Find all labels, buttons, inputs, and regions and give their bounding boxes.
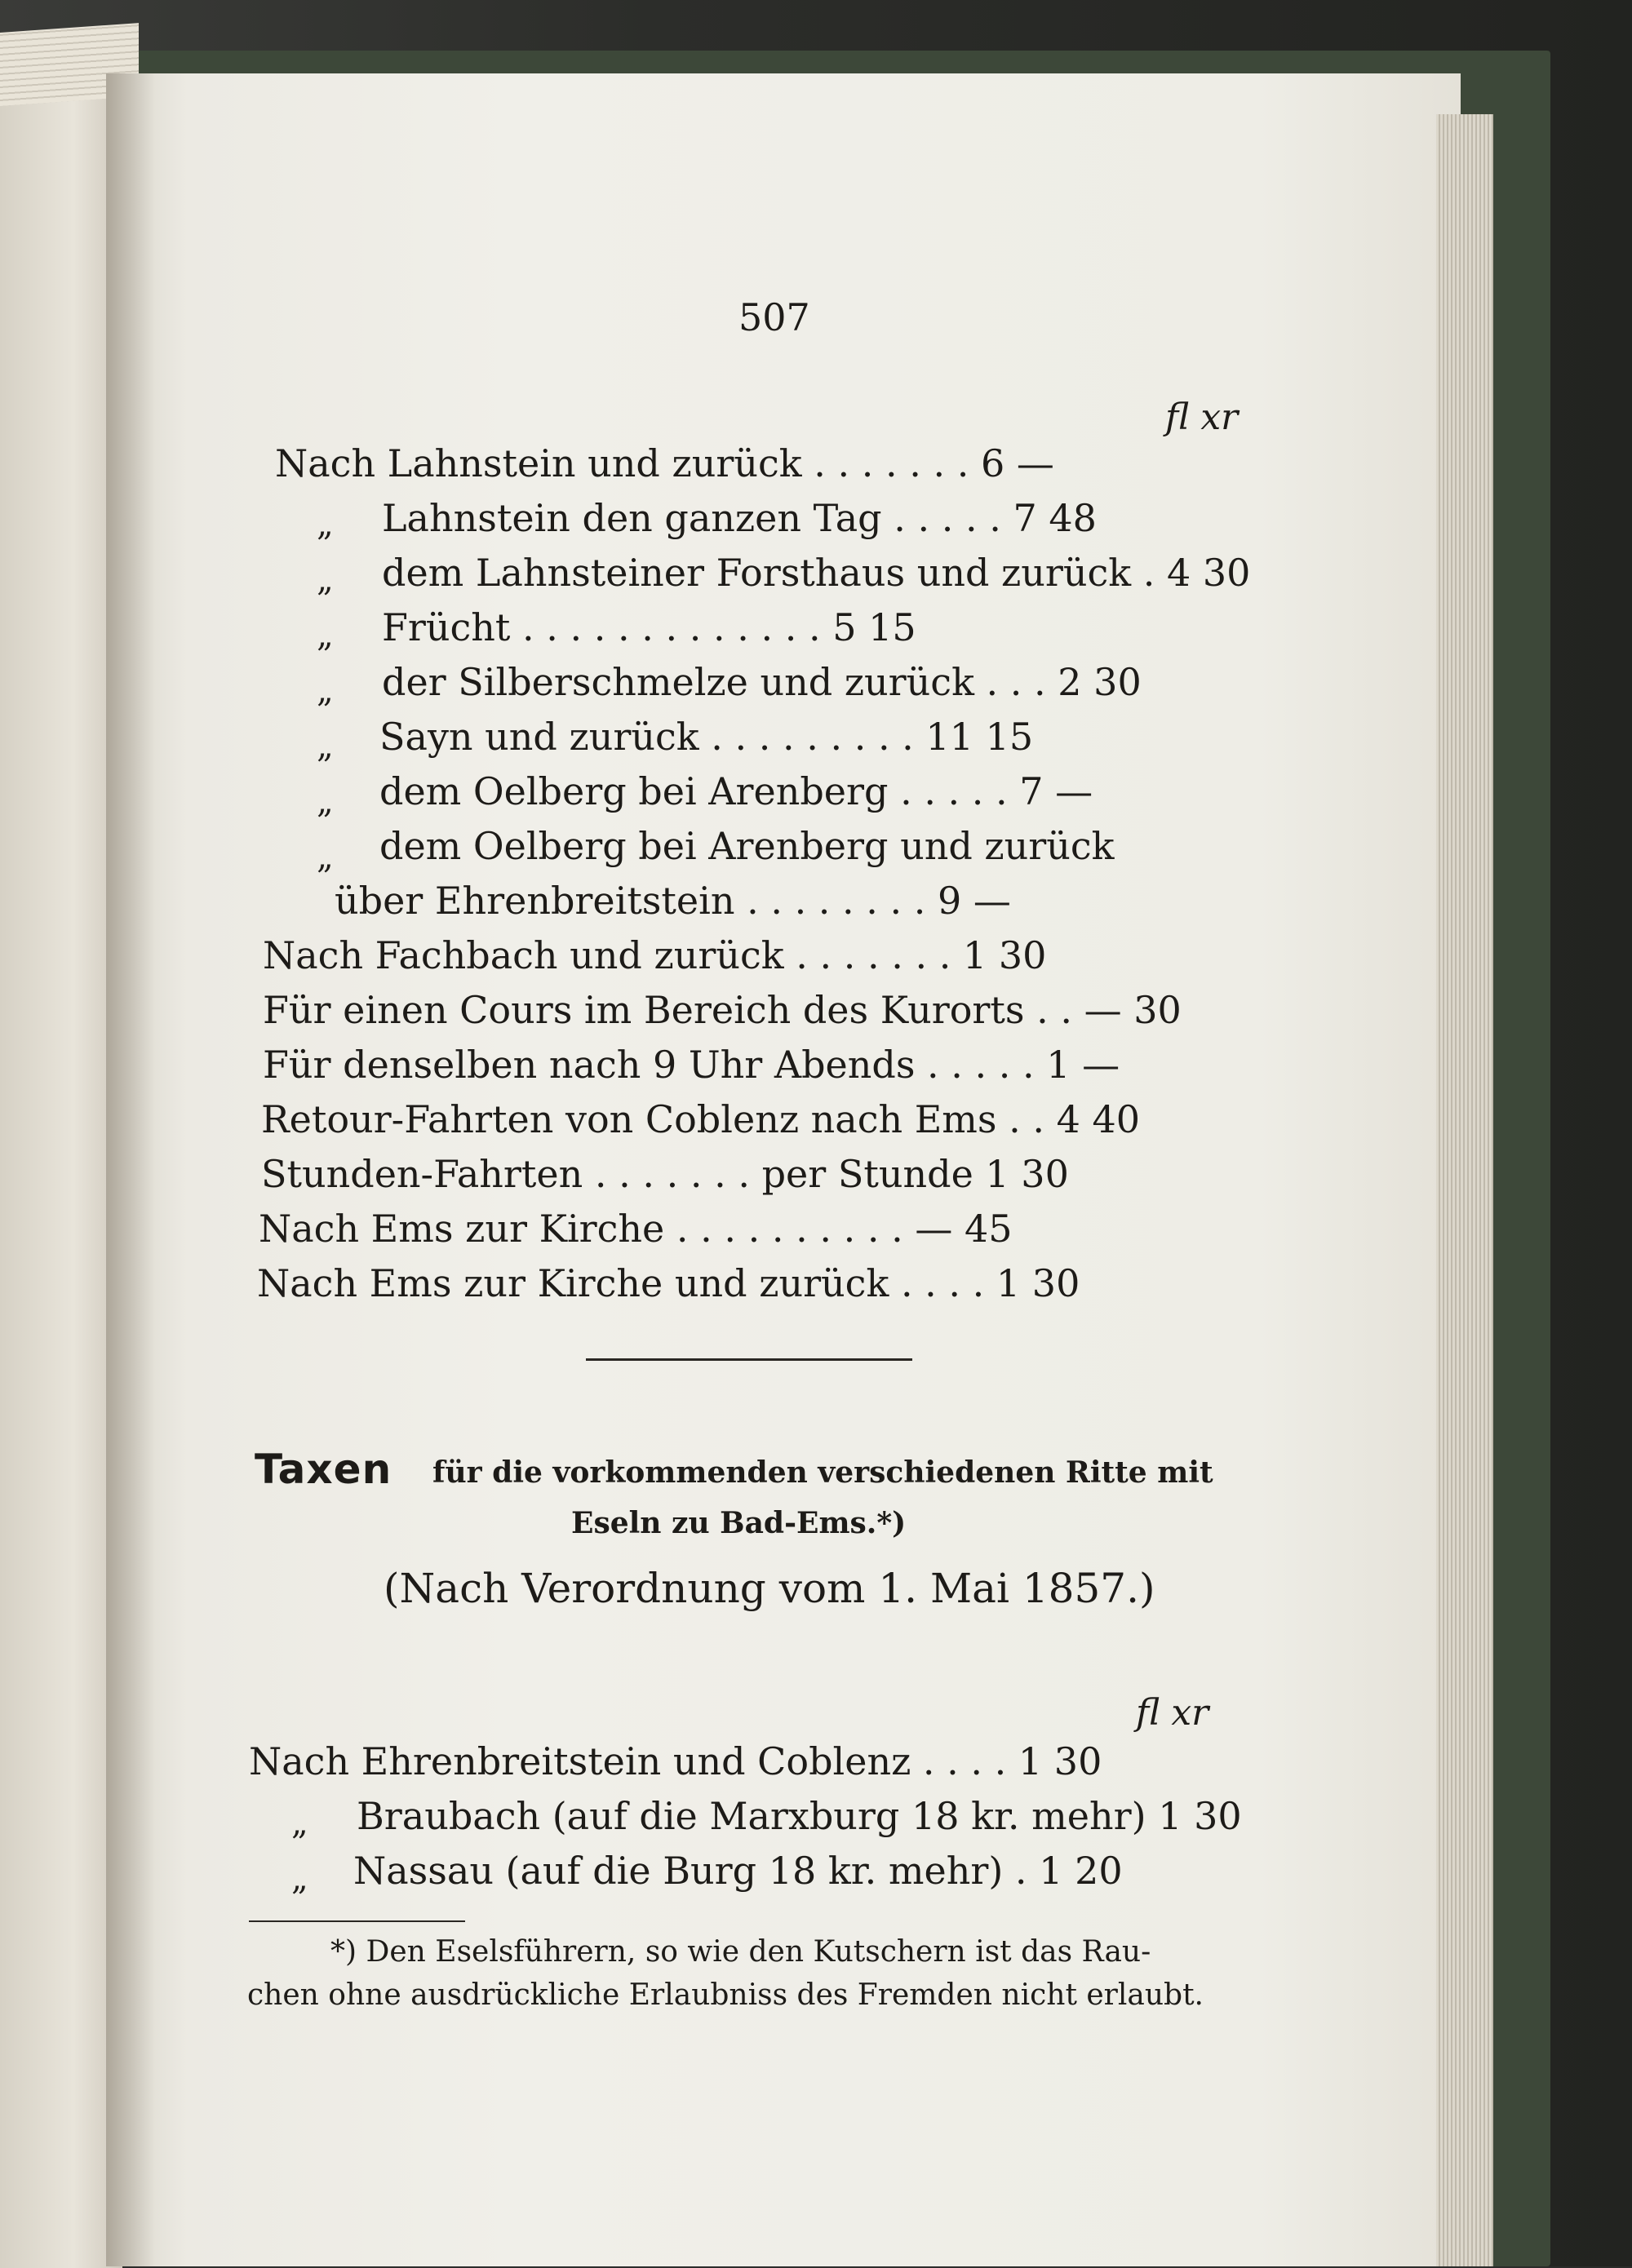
ditto-mark: „	[317, 506, 334, 543]
table2-row: Nach Ehrenbreitstein und Coblenz . . . . 1 30	[249, 1739, 1102, 1783]
page-stack-edge	[1436, 114, 1493, 2266]
heading-line2: Eseln zu Bad-Ems.*)	[571, 1506, 907, 1540]
table1-row: dem Lahnsteiner Forsthaus und zurück . 4 30	[382, 551, 1251, 595]
table1-row: Für einen Cours im Bereich des Kurorts . . — 30	[263, 988, 1182, 1032]
table1-row: Frücht . . . . . . . . . . . . . 5 15	[382, 605, 916, 649]
ditto-mark: „	[317, 561, 334, 599]
table1-row: dem Oelberg bei Arenberg . . . . . 7 —	[379, 769, 1093, 813]
ditto-mark: „	[317, 783, 334, 821]
footnote-line2: chen ohne ausdrückliche Erlaubniss des Fremden nicht erlaubt.	[247, 1978, 1204, 2012]
heading-line3: (Nach Verordnung vom 1. Mai 1857.)	[384, 1565, 1155, 1612]
table2-row: Nassau (auf die Burg 18 kr. mehr) . 1 20	[353, 1849, 1123, 1893]
ditto-mark: „	[291, 1805, 308, 1842]
table1-row: Retour-Fahrten von Coblenz nach Ems . . 4 40	[261, 1097, 1141, 1141]
section-divider	[586, 1358, 912, 1361]
table1-row: der Silberschmelze und zurück . . . 2 30	[382, 660, 1142, 704]
table1-row: Sayn und zurück . . . . . . . . . 11 15	[379, 715, 1034, 759]
ditto-mark: „	[317, 672, 334, 710]
table2-row: Braubach (auf die Marxburg 18 kr. mehr) 1 30	[357, 1794, 1242, 1838]
ditto-mark: „	[317, 617, 334, 654]
table1-row: Für denselben nach 9 Uhr Abends . . . . . 1 —	[263, 1043, 1120, 1087]
table1-row: Nach Ems zur Kirche . . . . . . . . . . — 45	[259, 1207, 1013, 1251]
footnote-line1: *) Den Eselsführern, so wie den Kutschern ist das Rau-	[330, 1935, 1151, 1969]
table1-row: dem Oelberg bei Arenberg und zurück	[379, 824, 1115, 868]
heading-line1: für die vorkommenden verschiedenen Ritte mit	[432, 1455, 1213, 1490]
page-gutter-shadow	[106, 73, 155, 2266]
table1-row: Nach Lahnstein und zurück . . . . . . . 6 —	[275, 441, 1054, 485]
table1-row: Lahnstein den ganzen Tag . . . . . 7 48	[382, 496, 1097, 540]
left-page	[0, 49, 122, 2268]
table1-row: Nach Ems zur Kirche und zurück . . . . 1 30	[257, 1261, 1080, 1305]
page-number: 507	[738, 295, 810, 339]
table1-row: über Ehrenbreitstein . . . . . . . . 9 —	[335, 879, 1011, 923]
ditto-mark: „	[317, 728, 334, 765]
ditto-mark: „	[317, 839, 334, 876]
footnote-rule	[249, 1920, 465, 1922]
table1-row: Nach Fachbach und zurück . . . . . . . 1 30	[263, 933, 1047, 977]
heading-taxen: Taxen	[255, 1446, 392, 1493]
currency-header-top: fl xr	[1165, 396, 1239, 438]
ditto-mark: „	[291, 1860, 308, 1898]
currency-header-bottom: fl xr	[1136, 1692, 1209, 1734]
table1-row: Stunden-Fahrten . . . . . . . per Stunde 1 30	[261, 1152, 1069, 1196]
